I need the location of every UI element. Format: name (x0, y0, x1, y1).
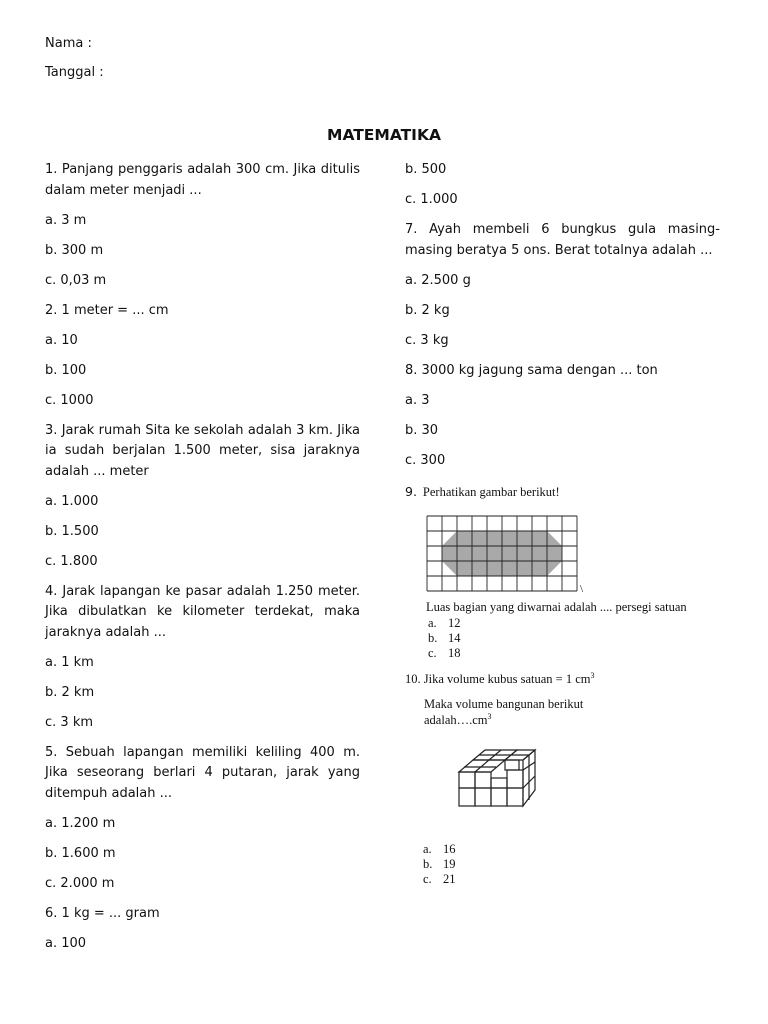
q9-option-b[interactable]: b. 14 (428, 631, 461, 645)
question-text: 7. Ayah membeli 6 bungkus gula masing-masing beratya 5 ons. Berat totalnya adalah ... (405, 222, 720, 258)
answer-option[interactable]: c. 1000 (45, 392, 94, 408)
date-field-label: Tanggal : (45, 65, 104, 80)
answer-option[interactable]: c. 1.000 (405, 192, 458, 207)
q10-line3: $adalah\dots.cm^3$ (424, 712, 492, 728)
answer-option[interactable]: b. 300 m (45, 242, 104, 258)
answer-option[interactable]: a. 100 (45, 935, 87, 951)
q9-options (428, 616, 461, 661)
answer-option[interactable]: b. 1.500 (45, 523, 99, 539)
question-text: 6. 1 kg = ... gram (45, 905, 160, 921)
q10-question: 10. Jika volume kubus satuan = 1 $cm^3$ (405, 671, 595, 687)
answer-option[interactable]: b. 30 (405, 422, 439, 438)
q9-option-c[interactable]: c. 18 (428, 646, 461, 660)
answer-option[interactable]: a. 10 (45, 332, 78, 348)
question-text: 4. Jarak lapangan ke pasar adalah 1.250 meter. Jika dibulatkan ke kilometer terdekat, maka jaraknya adalah ... (45, 583, 360, 640)
q9-option-a[interactable]: a. 12 (428, 616, 461, 630)
answer-option[interactable]: b. 100 (45, 362, 87, 378)
answer-option[interactable]: c. 3 km (45, 714, 94, 730)
q10-options (423, 842, 456, 887)
answer-option[interactable]: c. 1.800 (45, 553, 98, 569)
q9-question: Luas bagian yang diwarnai adalah .... persegi satuan (426, 600, 687, 614)
answer-option[interactable]: b. 2 km (45, 684, 95, 700)
question-text: 2. 1 meter = ... cm (45, 302, 169, 318)
answer-option[interactable]: c. 300 (405, 452, 446, 468)
answer-option[interactable]: b. 500 (405, 162, 447, 177)
answer-option[interactable]: c. 2.000 m (45, 875, 115, 891)
question-text: 8. 3000 kg jagung sama dengan ... ton (405, 362, 658, 378)
answer-option[interactable]: a. 1.000 (45, 493, 99, 509)
q9-grid-figure (426, 515, 578, 595)
answer-option[interactable]: c. 0,03 m (45, 272, 107, 288)
question-text: 1. Panjang penggaris adalah 300 cm. Jika ditulis dalam meter menjadi ... (45, 162, 360, 198)
q10-option-b[interactable]: b. 19 (423, 857, 456, 871)
q10-cube-figure (455, 748, 545, 810)
q10-option-c[interactable]: c. 21 (423, 872, 456, 886)
question-text: 5. Sebuah lapangan memiliki keliling 400 m. Jika seseorang berlari 4 putaran, jarak yang ditempuh adalah ... (45, 744, 360, 801)
answer-option[interactable]: a. 3 (405, 392, 430, 408)
q10-option-a[interactable]: a. 16 (423, 842, 456, 856)
answer-option[interactable]: a. 1 km (45, 654, 94, 670)
question-text: 3. Jarak rumah Sita ke sekolah adalah 3 km. Jika ia sudah berjalan 1.500 meter, sisa jaraknya adalah ... meter (45, 422, 360, 479)
q10-line2: Maka volume bangunan berikut (424, 697, 584, 711)
q9-prompt-text: Perhatikan gambar berikut! (422, 485, 560, 499)
name-field-label: Nama : (45, 36, 92, 51)
left-column (45, 160, 360, 964)
page-title: MATEMATIKA (327, 126, 441, 144)
answer-option[interactable]: b. 1.600 m (45, 845, 116, 861)
q9-prompt (405, 484, 560, 500)
right-column (405, 160, 720, 481)
answer-option[interactable]: a. 2.500 g (405, 272, 471, 288)
q9-number: 9. (405, 484, 417, 499)
answer-option[interactable]: a. 3 m (45, 212, 87, 228)
q9-stray-mark: \ (580, 583, 584, 595)
answer-option[interactable]: b. 2 kg (405, 302, 450, 318)
answer-option[interactable]: c. 3 kg (405, 332, 449, 348)
answer-option[interactable]: a. 1.200 m (45, 815, 116, 831)
